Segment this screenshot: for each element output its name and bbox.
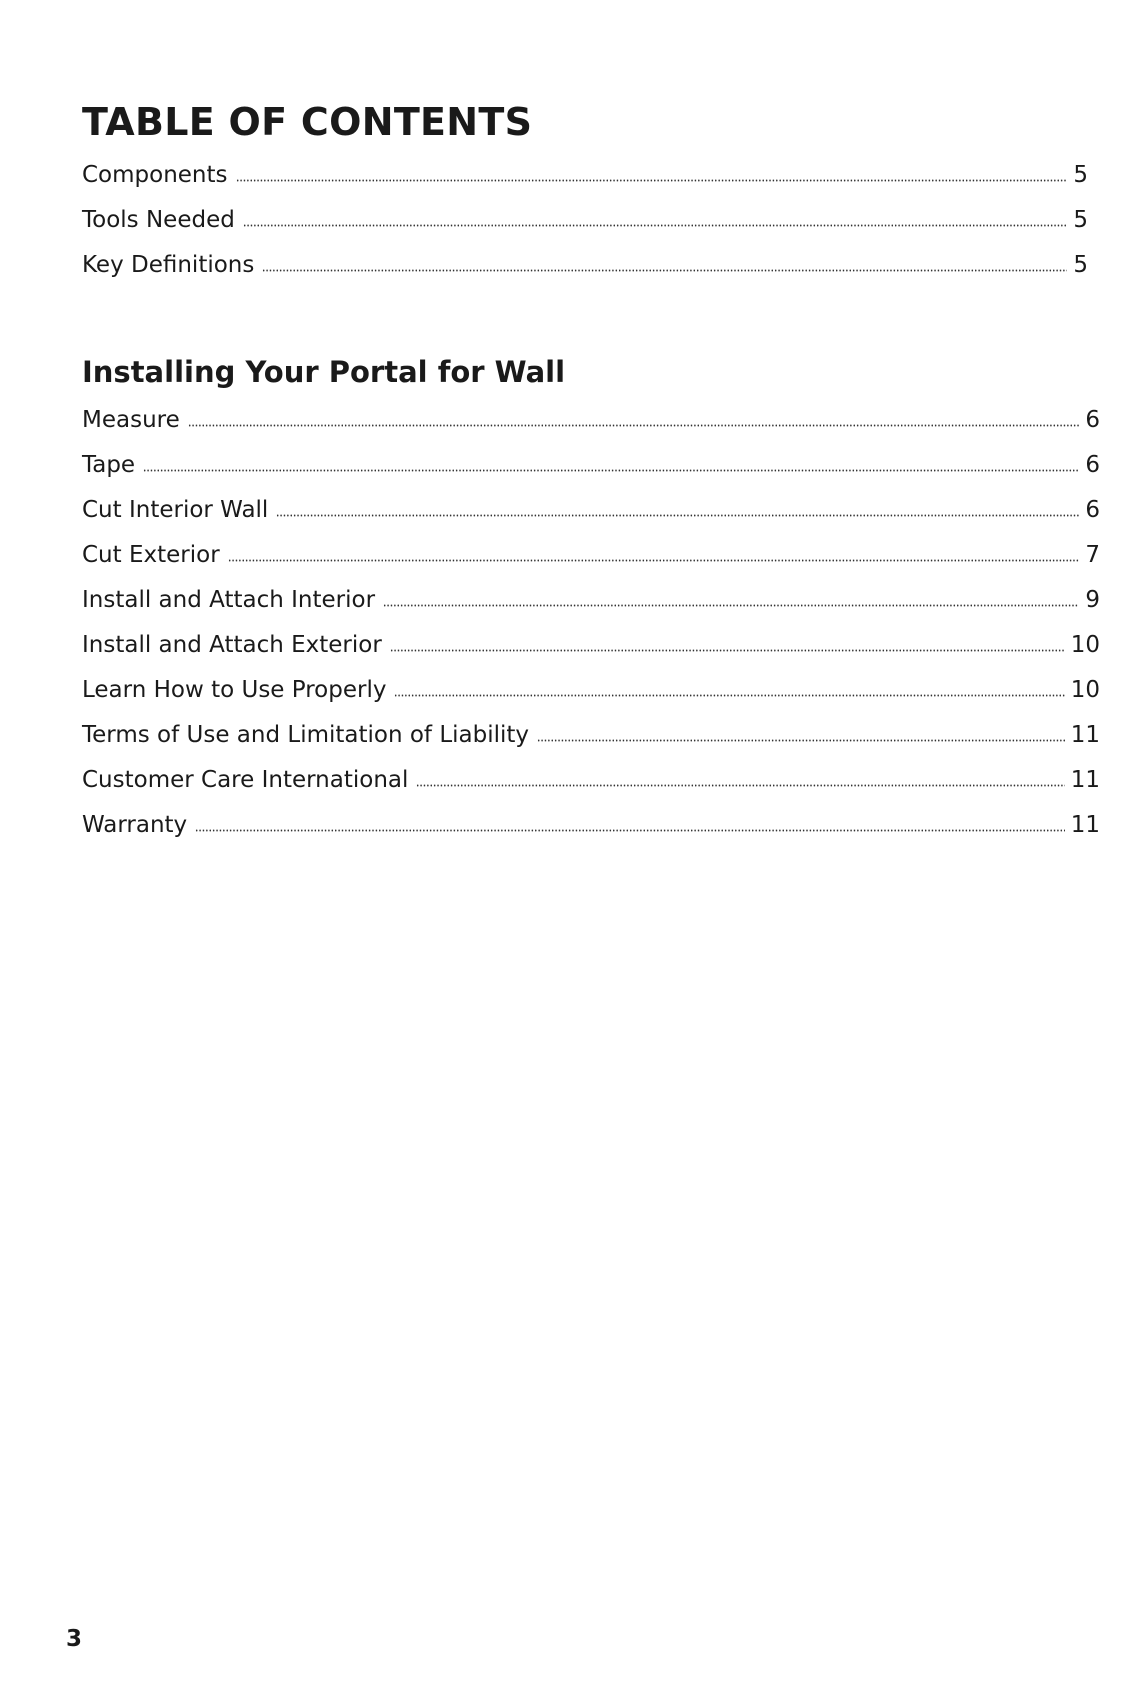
toc-entry-page: 6 — [1085, 407, 1100, 433]
dot-leader — [188, 424, 1080, 427]
toc-entry-page: 11 — [1070, 812, 1100, 838]
toc-entry[interactable] — [82, 160, 1088, 205]
toc-entry-page: 5 — [1073, 252, 1088, 278]
toc-section-list — [82, 405, 1100, 855]
toc-entry-label: Terms of Use and Limitation of Liability — [82, 722, 530, 748]
page-title: TABLE OF CONTENTS — [82, 100, 533, 144]
dot-leader — [416, 784, 1064, 787]
toc-entry-page: 10 — [1070, 677, 1100, 703]
toc-intro-list — [82, 160, 1088, 295]
dot-leader — [228, 559, 1080, 562]
toc-entry-page: 6 — [1085, 452, 1100, 478]
dot-leader — [537, 739, 1065, 742]
toc-entry-label: Learn How to Use Properly — [82, 677, 387, 703]
toc-entry-label: Tape — [82, 452, 136, 478]
toc-entry[interactable] — [82, 675, 1100, 720]
dot-leader — [243, 224, 1068, 227]
toc-entry-page: 11 — [1070, 767, 1100, 793]
toc-entry-label: Warranty — [82, 812, 188, 838]
toc-entry[interactable] — [82, 495, 1100, 540]
toc-entry[interactable] — [82, 540, 1100, 585]
dot-leader — [143, 469, 1079, 472]
toc-entry[interactable] — [82, 720, 1100, 765]
toc-entry-page: 10 — [1070, 632, 1100, 658]
toc-entry-page: 5 — [1073, 207, 1088, 233]
dot-leader — [390, 649, 1065, 652]
toc-entry-label: Customer Care International — [82, 767, 409, 793]
toc-entry-label: Tools Needed — [82, 207, 235, 233]
toc-entry-label: Key Definitions — [82, 252, 255, 278]
dot-leader — [394, 694, 1064, 697]
toc-entry-label: Components — [82, 162, 228, 188]
toc-entry[interactable] — [82, 630, 1100, 675]
dot-leader — [262, 269, 1067, 272]
toc-entry[interactable] — [82, 810, 1100, 855]
toc-entry[interactable] — [82, 250, 1088, 295]
toc-entry-label: Cut Exterior — [82, 542, 220, 568]
toc-entry[interactable] — [82, 450, 1100, 495]
toc-entry-page: 5 — [1073, 162, 1088, 188]
toc-entry-page: 11 — [1070, 722, 1100, 748]
dot-leader — [383, 604, 1079, 607]
toc-entry[interactable] — [82, 585, 1100, 630]
toc-entry[interactable] — [82, 765, 1100, 810]
toc-entry-page: 7 — [1085, 542, 1100, 568]
dot-leader — [195, 829, 1065, 832]
section-title: Installing Your Portal for Wall — [82, 355, 566, 389]
toc-entry-label: Cut Interior Wall — [82, 497, 269, 523]
toc-entry-label: Measure — [82, 407, 180, 433]
toc-entry-label: Install and Attach Exterior — [82, 632, 382, 658]
dot-leader — [276, 514, 1079, 517]
dot-leader — [236, 179, 1068, 182]
toc-entry-label: Install and Attach Interior — [82, 587, 376, 613]
page-number: 3 — [66, 1626, 83, 1652]
toc-entry[interactable] — [82, 405, 1100, 450]
toc-entry-page: 6 — [1085, 497, 1100, 523]
toc-entry[interactable] — [82, 205, 1088, 250]
toc-entry-page: 9 — [1085, 587, 1100, 613]
